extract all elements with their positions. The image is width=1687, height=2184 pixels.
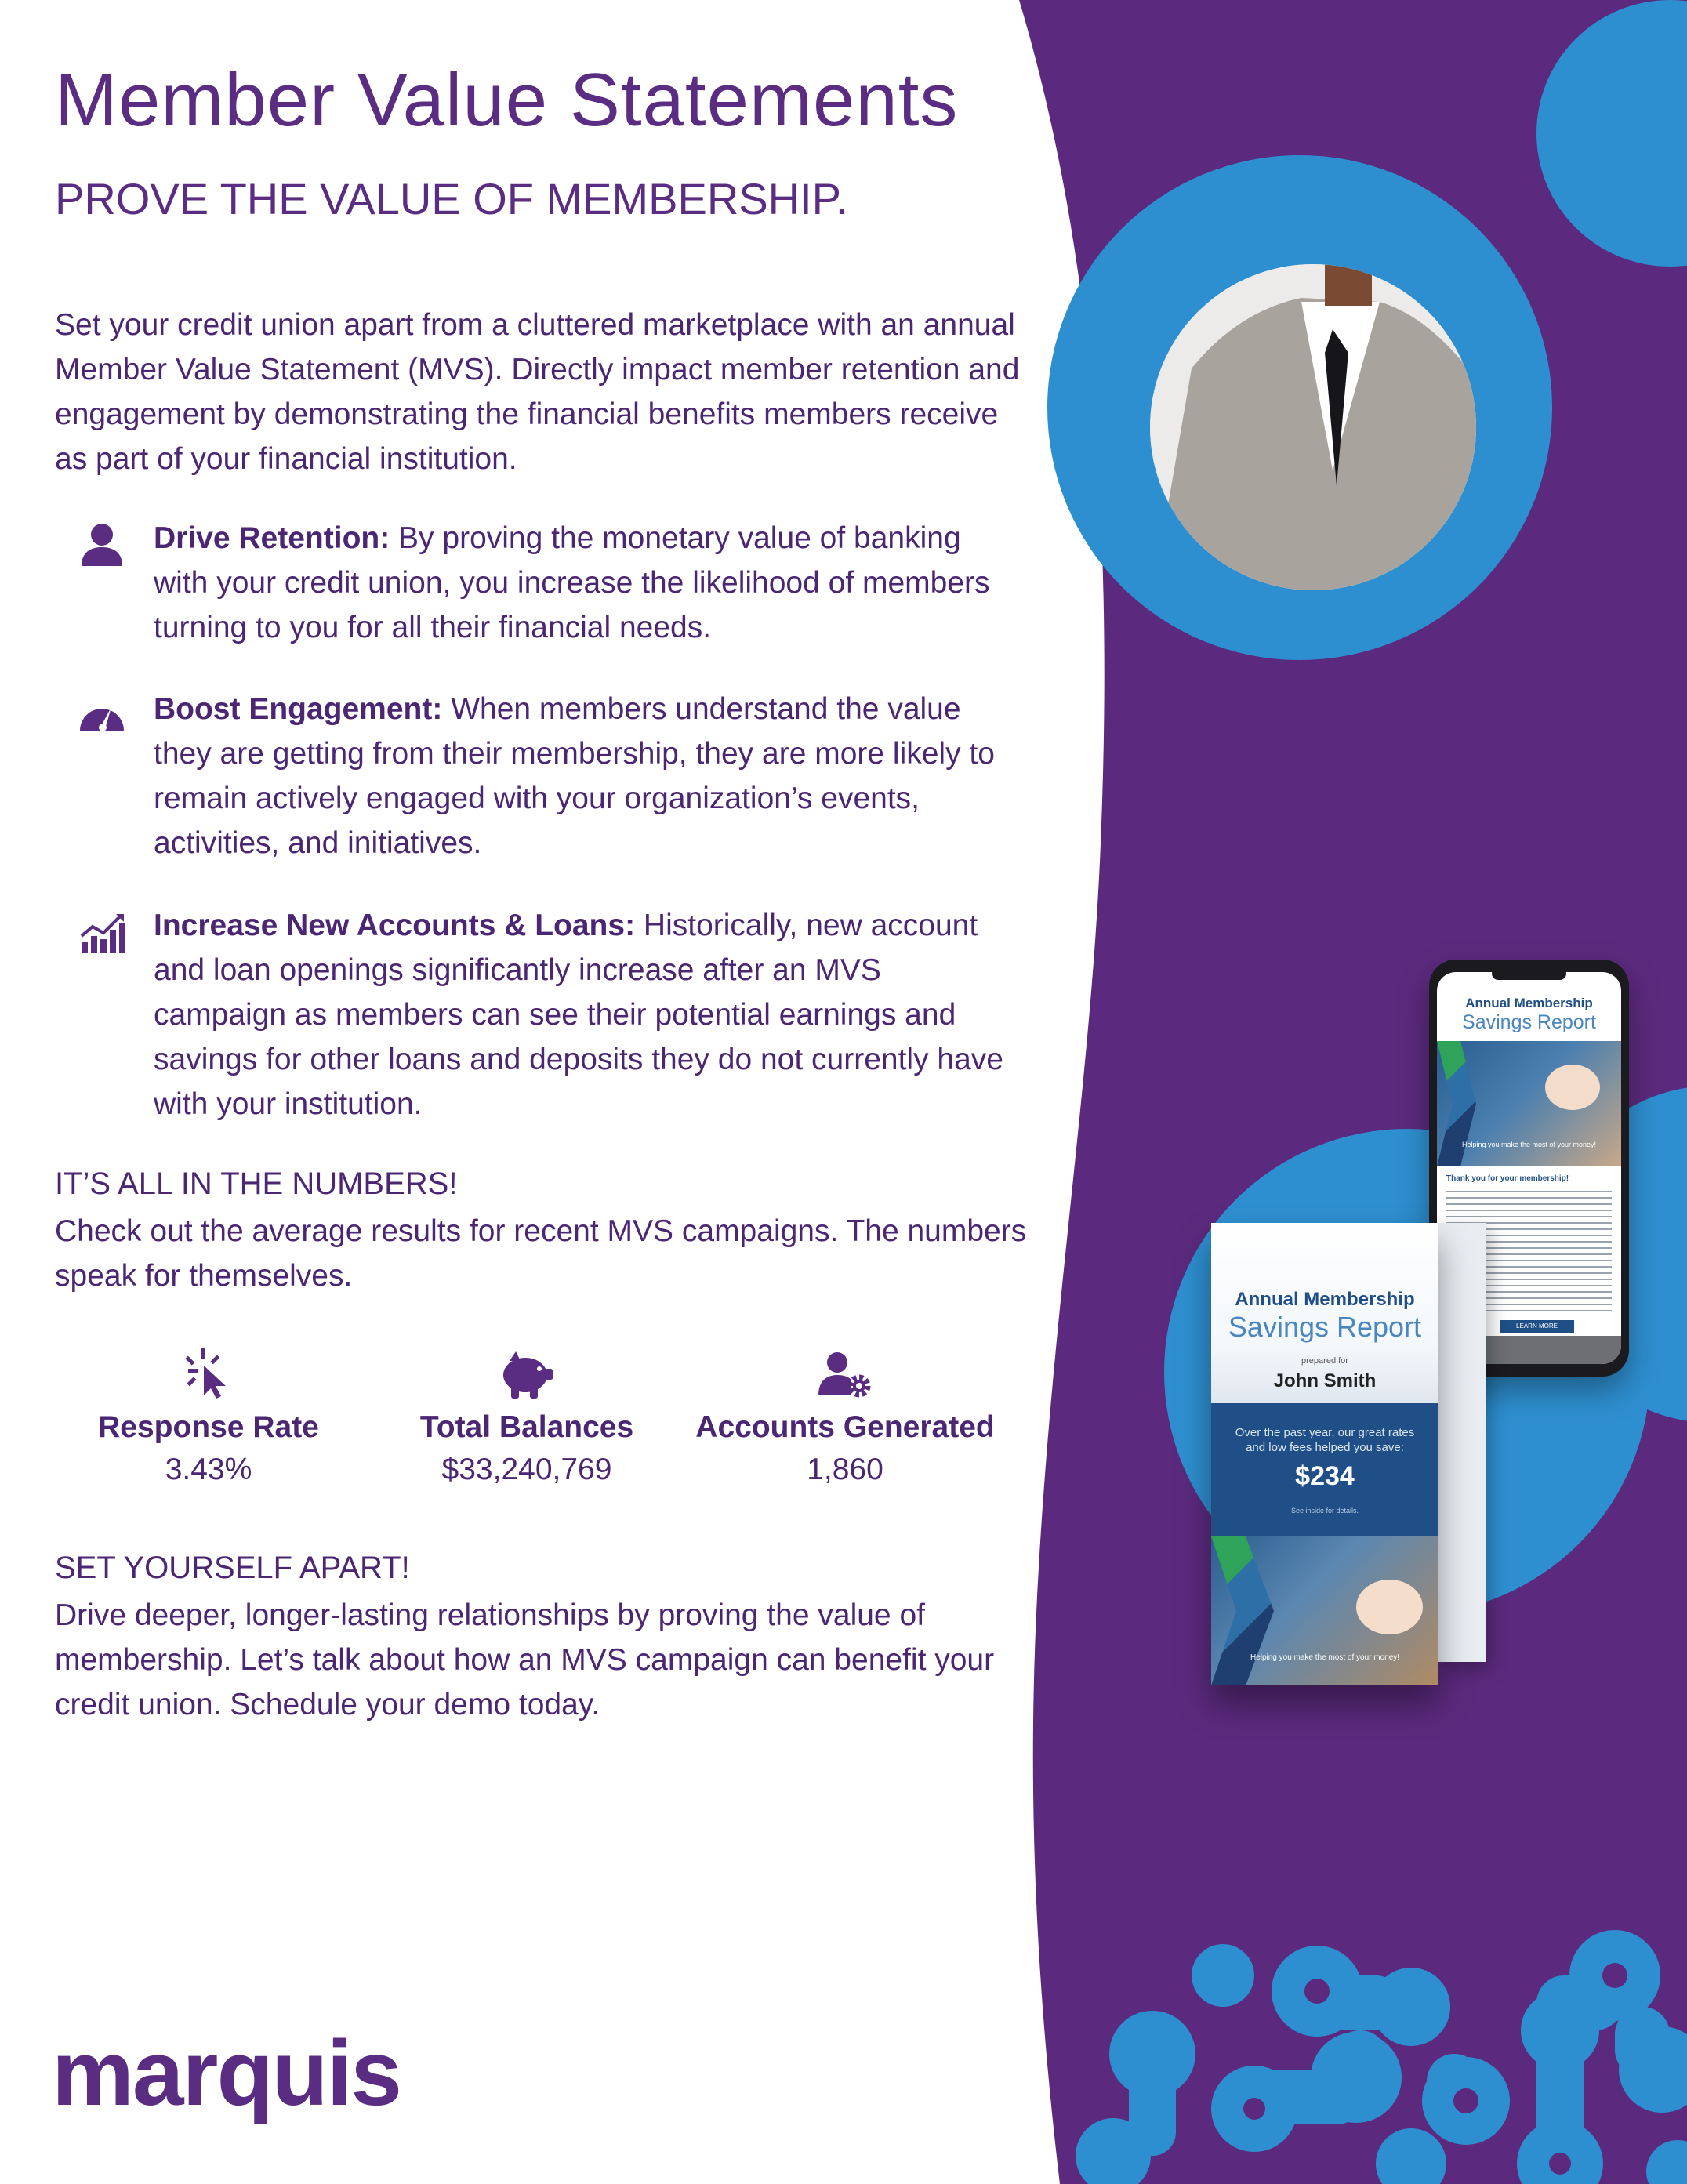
stat-value: 3.43% [165, 1453, 252, 1486]
bullet-title: Increase New Accounts & Loans: [154, 909, 636, 942]
brochure-back-panel [1438, 1223, 1486, 1662]
phone-thanks: Thank you for your membership! [1446, 1174, 1569, 1183]
stat-value: $33,240,769 [441, 1453, 612, 1486]
person-icon [77, 521, 127, 571]
piggy-bank-photo [1545, 1065, 1600, 1110]
brochure-subtitle: Savings Report [1228, 1311, 1422, 1343]
piggy-bank-icon [495, 1347, 558, 1402]
numbers-text: Check out the average results for recent MVS campaigns. The numbers speak for themselves. [55, 1214, 1027, 1293]
brochure-savings-amount: $234 [1295, 1461, 1355, 1491]
page-title: Member Value Statements [55, 58, 959, 142]
phone-notch [1492, 967, 1566, 980]
brochure-savings-text: Over the past year, our great rates and low fees helped you save: [1235, 1426, 1415, 1454]
stat-label: Response Rate [98, 1410, 319, 1444]
logo-text: marquis [52, 2026, 401, 2125]
apart-heading: SET YOURSELF APART! [55, 1551, 410, 1585]
phone-report-title: Annual Membership [1465, 996, 1593, 1010]
bullet-boost-engagement [77, 687, 1018, 865]
bullet-title: Drive Retention: [154, 521, 390, 555]
stat-label: Total Balances [419, 1410, 634, 1444]
numbers-heading: IT’S ALL IN THE NUMBERS! [55, 1166, 458, 1201]
phone-tagline: Helping you make the most of your money! [1461, 1141, 1597, 1148]
gauge-icon [77, 691, 127, 742]
user-gear-icon [814, 1347, 876, 1402]
bullet-text [154, 687, 1018, 865]
click-cursor-icon [177, 1347, 240, 1402]
apart-text: Drive deeper, longer-lasting relationships by proving the value of membership. Let’s talk about how an MVS campaign can benefit your credit union. Schedule your demo today. [55, 1598, 995, 1721]
bullet-text [154, 516, 1018, 650]
brochure-member-name: John Smith [1273, 1370, 1377, 1391]
stat-accounts-generated [680, 1347, 1010, 1491]
brochure-tagline: Helping you make the most of your money! [1250, 1653, 1400, 1662]
stat-label: Accounts Generated [695, 1410, 995, 1444]
bullet-body: By proving the monetary value of banking with your credit union, you increase the likelihood of members turning to you for all their financial needs. [154, 521, 990, 644]
bullet-text [154, 903, 1018, 1126]
bullet-body: When members understand the value they are getting from their membership, they are more likely to remain actively engaged with your organization’s events, activities, and initiatives. [154, 692, 995, 860]
brochure-prepared-for: prepared for [1301, 1356, 1348, 1366]
bullet-drive-retention [77, 516, 1018, 650]
bullet-title: Boost Engagement: [154, 692, 443, 726]
brochure-see-inside: See inside for details. [1290, 1507, 1359, 1515]
growth-chart-icon [77, 908, 127, 958]
phone-report-subtitle: Savings Report [1462, 1011, 1596, 1033]
bullet-body: Historically, new account and loan openings significantly increase after an MVS campaign as members can see their potential earnings and savings for other loans and deposits they do not currently have with your institution. [154, 909, 1003, 1121]
brochure-title: Annual Membership [1235, 1289, 1415, 1310]
stat-total-balances [362, 1347, 691, 1491]
bullet-increase-accounts [77, 903, 1018, 1126]
piggy-bank-photo [1356, 1580, 1423, 1634]
brochure-mockup [1211, 1223, 1438, 1685]
learn-more-button: LEARN MORE [1500, 1320, 1574, 1333]
marquis-logo [52, 2026, 522, 2144]
stat-response-rate [44, 1347, 373, 1491]
page-subtitle: PROVE THE VALUE OF MEMBERSHIP. [55, 174, 848, 223]
stat-value: 1,860 [807, 1453, 883, 1486]
intro-paragraph: Set your credit union apart from a cluttered marketplace with an annual Member Value Statement (MVS). Directly impact member retention and engagement by demonstrating the financial benefits members receive as part of your financial institution. [55, 308, 1020, 476]
